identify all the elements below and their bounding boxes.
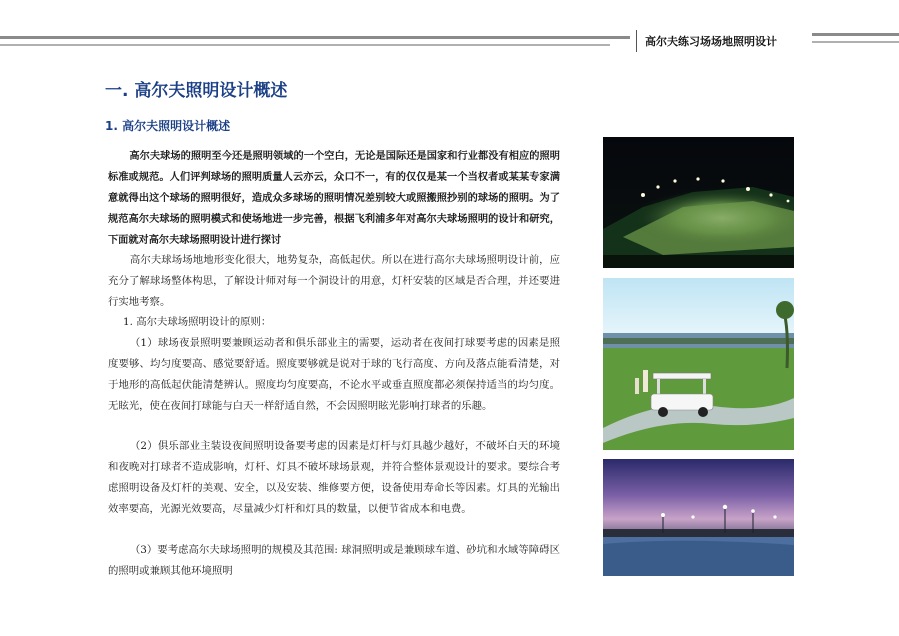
principle-3-paragraph: （3）要考虑高尔夫球场照明的规模及其范围: 球洞照明或是兼顾球车道、砂坑和水域等障碍区的照明或兼顾其他环境照明 [108,544,560,577]
principle-2-paragraph: （2）俱乐部业主装设夜间照明设备要考虑的因素是灯杆与灯具越少越好，不破坏白天的环境和夜晚对打球者不造成影响，灯杆、灯具不破坏球场景观，并符合整体景观设计的要求。要综合考虑照明设备及灯杆的美观、安全，以及安装、维修要方便，设备使用寿命长等因素。灯具的光输出效率要高，光源光效要高，尽量减少灯杆和灯具的数量，以便节省成本和电费。 [108,440,560,515]
principles-title: 1. 高尔夫球场照明设计的原则： [123,316,272,328]
header-rule-left-top [0,36,630,39]
intro-paragraph: 高尔夫球场的照明至今还是照明领域的一个空白，无论是国际还是国家和行业都没有相应的照明标准或规范。人们评判球场的照明质量人云亦云，众口不一，有的仅仅是某一个当权者或某某专家满意就得出这个球场的照明很好，造成众多球场的照明情况差别较大或照搬照抄别的球场的照明。为了规范高尔夫球场的照明模式和使场地进一步完善，根据飞利浦多年对高尔夫球场照明的设计和研究，下面就对高尔夫球场照明设计进行探讨 [108,151,560,246]
header-rule-right-bottom [812,41,899,43]
header-rule-left-bottom [0,44,610,46]
section-subheading: 1. 高尔夫照明设计概述 [105,119,231,133]
photo-golf-cart-course [603,278,794,450]
principle-1-paragraph: （1）球场夜景照明要兼顾运动者和俱乐部业主的需要，运动者在夜间打球要考虑的因素是照度要够、均匀度要高、感觉要舒适。照度要够就是说对于球的飞行高度、方向及落点能看清楚，对于地形的高低起伏能清楚辨认。照度均匀度要高，不论水平或垂直照度都必须保持适当的均匀度。 无眩光，使在夜间打球能与白天一样舒适自然，不会因照明眩光影响打球者的乐趣。 [108,337,560,412]
header-rule-right-top [812,33,899,36]
photo-dusk-course [603,459,794,576]
section-heading: 一. 高尔夫照明设计概述 [105,81,288,101]
header-separator [636,30,637,52]
terrain-paragraph: 高尔夫球场场地地形变化很大，地势复杂，高低起伏。所以在进行高尔夫球场照明设计前，应充分了解球场整体构思，了解设计师对每一个洞设计的用意，灯杆安装的区域是否合理，并还要进行实地考察。 [108,254,560,308]
header-title: 高尔夫练习场场地照明设计 [645,35,777,48]
photo-night-driving-range [603,137,794,268]
